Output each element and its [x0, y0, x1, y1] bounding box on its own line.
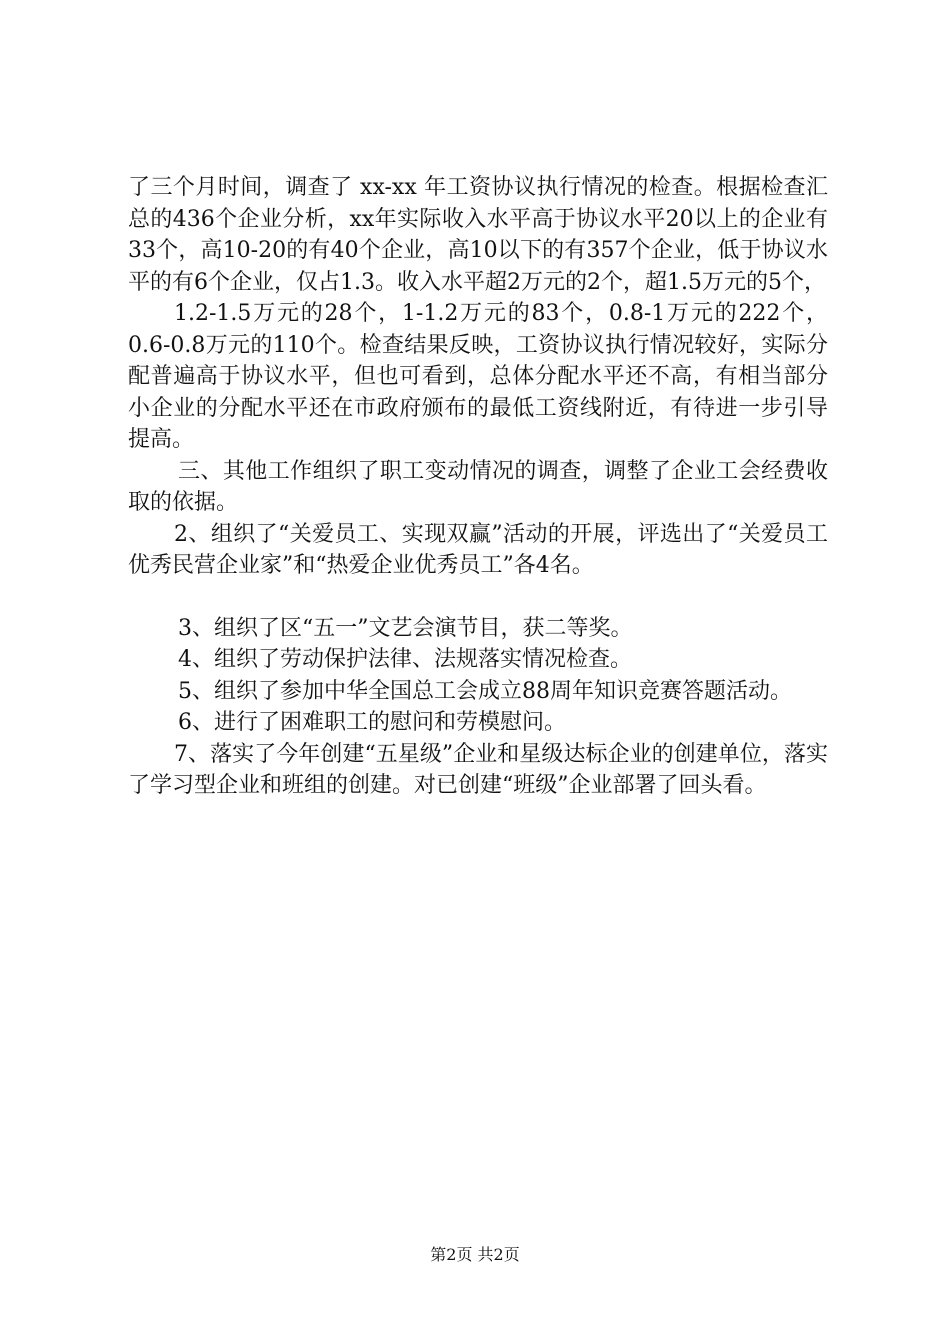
paragraph-item-7: 7、落实了今年创建“五星级”企业和星级达标企业的创建单位，落实了学习型企业和班组的创建。对已创建“班级”企业部署了回头看。: [128, 741, 828, 798]
document-body: [128, 172, 828, 802]
paragraph-income-distribution: 1.2-1.5万元的28个，1-1.2万元的83个，0.8-1万元的222个，0.6-0.8万元的110个。检查结果反映，工资协议执行情况较好，实际分配普遍高于协议水平，但也可看到，总体分配水平还不高，有相当部分小企业的分配水平还在市政府颁布的最低工资线附近，有待进一步引导提高。: [128, 301, 828, 452]
paragraph-item-4: 4、组织了劳动保护法律、法规落实情况检查。: [178, 647, 632, 672]
paragraph-item-5: 5、组织了参加中华全国总工会成立88周年知识竞赛答题活动。: [178, 678, 792, 704]
paragraph-item-2: 2、组织了“关爱员工、实现双赢”活动的开展，评选出了“关爱员工优秀民营企业家”和“热爱企业优秀员工”各4名。: [128, 521, 828, 578]
paragraph-survey-intro: 了三个月时间，调查了 xx-xx 年工资协议执行情况的检查。根据检查汇总的436个企业分析，xx年实际收入水平高于协议水平20以上的企业有33个，高10-20的有40个企业，高10以下的有357个企业，低于协议水平的有6个企业，仅占1.3。收入水平超2万元的2个，超1.5万元的5个，: [128, 175, 828, 295]
page-footer: 第2页 共2页: [430, 1245, 520, 1264]
paragraph-other-work: 三、其他工作组织了职工变动情况的调查，调整了企业工会经费收取的依据。: [128, 458, 828, 515]
paragraph-item-3: 3、组织了区“五一”文艺会演节目，获二等奖。: [178, 615, 633, 641]
paragraph-item-6: 6、进行了困难职工的慰问和劳模慰问。: [178, 710, 566, 735]
